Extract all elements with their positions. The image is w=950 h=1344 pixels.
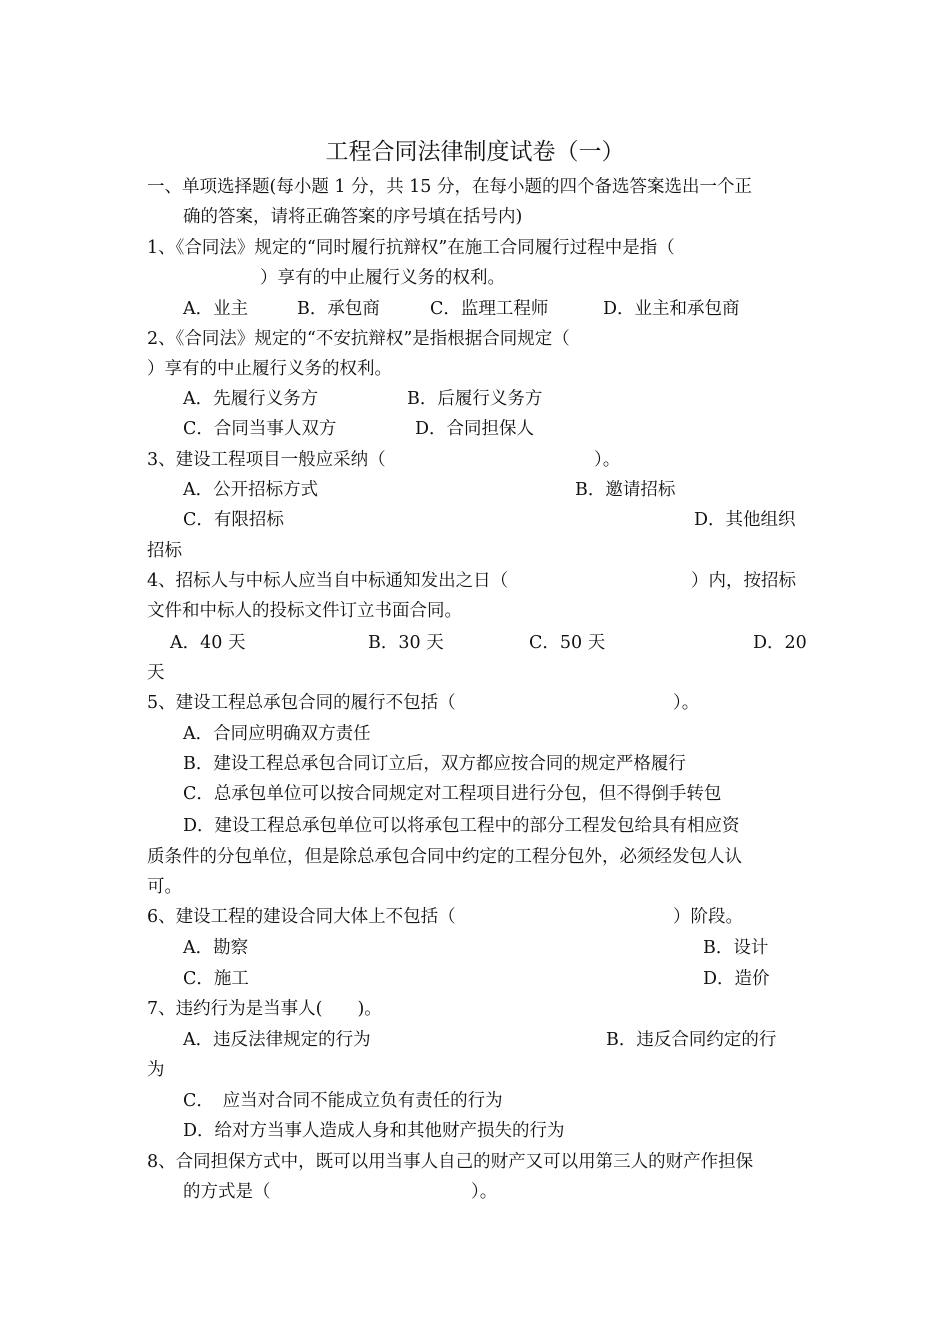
question-7-option-c: C． 应当对合同不能成立负有责任的行为: [183, 1091, 503, 1111]
question-3-option-c: C．有限招标: [183, 510, 284, 530]
question-2-stem-cont: ）享有的中止履行义务的权利。: [147, 359, 392, 379]
question-6-stem-end: ）阶段。: [673, 907, 743, 927]
page-title: 工程合同法律制度试卷（一）: [325, 139, 625, 165]
question-2-option-a: A．先履行义务方: [183, 389, 319, 409]
question-8-stem: 8、合同担保方式中，既可以用当事人自己的财产又可以用第三人的财产作担保: [147, 1152, 754, 1172]
question-1-stem: 1、《合同法》规定的“同时履行抗辩权”在施工合同履行过程中是指（: [147, 238, 675, 258]
question-3-option-a: A．公开招标方式: [183, 480, 319, 500]
question-6-stem: 6、建设工程的建设合同大体上不包括（: [147, 907, 456, 927]
question-5-option-b: B．建设工程总承包合同订立后，双方都应按合同的规定严格履行: [183, 754, 686, 774]
question-6-option-c: C．施工: [183, 969, 249, 989]
question-3-stem-end: ）。: [594, 450, 621, 470]
question-4-option-d: D．20: [753, 633, 807, 653]
question-7-option-a: A．违反法律规定的行为: [183, 1030, 371, 1050]
question-6-option-b: B．设计: [703, 938, 769, 958]
section-heading-cont: 确的答案，请将正确答案的序号填在括号内): [183, 207, 523, 227]
question-3-option-d: D．其他组织: [694, 510, 796, 530]
question-4-stem-end: ）内，按招标: [691, 571, 796, 591]
section-heading: 一、单项选择题(每小题 1 分，共 15 分，在每小题的四个备选答案选出一个正: [147, 177, 752, 197]
question-4-option-d-cont: 天: [147, 663, 165, 683]
question-4-option-c: C．50 天: [529, 633, 606, 653]
question-4-stem: 4、招标人与中标人应当自中标通知发出之日（: [147, 571, 509, 591]
question-4-option-a: A．40 天: [170, 633, 246, 653]
question-2-option-c: C．合同当事人双方: [183, 419, 337, 439]
question-1-option-c: C．监理工程师: [430, 299, 549, 319]
question-5-stem: 5、建设工程总承包合同的履行不包括（: [147, 693, 456, 713]
question-1-option-d: D．业主和承包商: [603, 299, 740, 319]
question-4-option-b: B．30 天: [368, 633, 444, 653]
question-1-option-a: A．业主: [183, 299, 249, 319]
question-5-option-a: A．合同应明确双方责任: [183, 724, 371, 744]
question-1-option-b: B．承包商: [297, 299, 380, 319]
question-6-option-a: A．勘察: [183, 938, 249, 958]
question-8-stem-end: ）。: [471, 1182, 498, 1202]
question-2-stem: 2、《合同法》规定的“不安抗辩权”是指根据合同规定（: [147, 329, 570, 349]
question-2-option-d: D．合同担保人: [415, 419, 535, 439]
question-5-option-d: D．建设工程总承包单位可以将承包工程中的部分工程发包给具有相应资: [183, 816, 740, 836]
question-3-stem: 3、建设工程项目一般应采纳（: [147, 450, 386, 470]
question-7-option-d: D．给对方当事人造成人身和其他财产损失的行为: [183, 1121, 565, 1141]
question-3-option-d-cont: 招标: [147, 541, 182, 561]
question-5-stem-end: ）。: [673, 693, 700, 713]
question-4-stem-cont: 文件和中标人的投标文件订立书面合同。: [147, 601, 462, 621]
question-3-option-b: B．邀请招标: [575, 480, 676, 500]
question-5-option-c: C．总承包单位可以按合同规定对工程项目进行分包，但不得倒手转包: [183, 784, 722, 804]
question-1-stem-cont: ）享有的中止履行义务的权利。: [260, 268, 505, 288]
question-6-option-d: D．造价: [703, 969, 770, 989]
question-5-option-d-cont2: 可。: [147, 877, 182, 897]
question-2-option-b: B．后履行义务方: [407, 389, 543, 409]
question-7-option-b: B．违反合同约定的行: [606, 1030, 777, 1050]
question-7-stem: 7、违约行为是当事人( )。: [147, 999, 382, 1019]
question-8-stem-cont: 的方式是（: [183, 1182, 271, 1202]
question-5-option-d-cont: 质条件的分包单位，但是除总承包合同中约定的工程分包外，必须经发包人认: [147, 847, 742, 867]
question-7-option-b-cont: 为: [147, 1060, 165, 1080]
